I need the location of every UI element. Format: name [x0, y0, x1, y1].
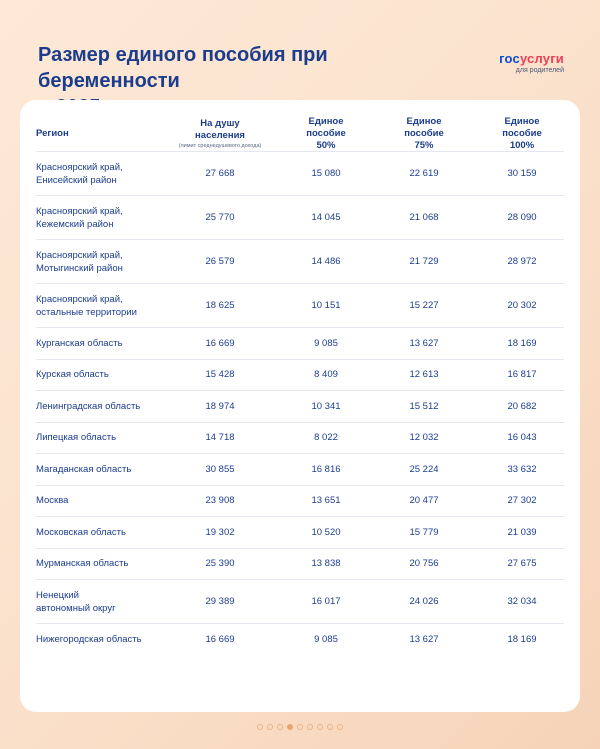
pagination-dots: [0, 724, 600, 730]
cell-per-capita: 30 855: [205, 463, 235, 475]
cell-benefit-50: 14 486: [311, 256, 341, 267]
table-card: [20, 100, 580, 712]
cell-region: [36, 284, 176, 327]
cell-benefit-100: 16 817: [507, 369, 537, 381]
cell-benefit-100: 18 169: [507, 634, 537, 646]
pagination-dot[interactable]: [317, 724, 323, 730]
header-benefit-50-line1: Единое пособие: [306, 116, 346, 139]
pagination-dot-active[interactable]: [287, 724, 293, 730]
table-row: [36, 196, 564, 240]
cell-benefit-50: 9 085: [314, 634, 338, 646]
header-region: Регион: [36, 128, 69, 139]
cell-region: [36, 549, 176, 580]
cell-region: [36, 486, 176, 517]
region-name-line1: Магаданская область: [36, 463, 132, 475]
cell-benefit-100: 16 043: [507, 432, 537, 444]
header-benefit-50-line2: 50%: [316, 140, 336, 151]
table-row: [36, 360, 564, 392]
cell-region: [36, 423, 176, 454]
table-row: [36, 624, 564, 656]
header-benefit-100-line2: 100%: [509, 140, 535, 151]
cell-benefit-100: 32 034: [507, 596, 537, 607]
table-row: [36, 486, 564, 518]
cell-benefit-50: 15 080: [311, 168, 341, 179]
pagination-dot[interactable]: [297, 724, 303, 730]
region-name-line2: остальные территории: [36, 306, 137, 318]
header-per-capita-note: (лимит среднедушевого дохода): [178, 143, 262, 149]
region-name-line1: Липецкая область: [36, 432, 117, 444]
cell-benefit-50: 8 409: [314, 369, 338, 381]
cell-region: [36, 624, 176, 656]
region-name-line1: Нижегородская область: [36, 634, 142, 646]
logo-wordmark: [499, 52, 564, 66]
table-row: [36, 517, 564, 549]
cell-benefit-50: 8 022: [314, 432, 338, 444]
pagination-dot[interactable]: [267, 724, 273, 730]
cell-benefit-50: 13 651: [311, 495, 341, 507]
cell-region: [36, 360, 176, 391]
header-benefit-75-line1: Единое пособие: [404, 116, 444, 139]
title-line-1: Размер единого пособия при беременности: [38, 44, 328, 92]
cell-benefit-100: 28 090: [507, 212, 537, 223]
logo-part-gos: гос: [499, 51, 520, 66]
header-benefit-75: [386, 116, 462, 152]
cell-benefit-75: 15 512: [409, 400, 439, 412]
cell-per-capita: 18 625: [205, 300, 235, 311]
table-row: [36, 328, 564, 360]
cell-benefit-75: 15 779: [409, 526, 439, 538]
table-row: [36, 423, 564, 455]
cell-benefit-50: 13 838: [311, 558, 341, 570]
cell-region: [36, 454, 176, 485]
region-name-line2: Мотыгинский район: [36, 262, 123, 274]
cell-benefit-100: 18 169: [507, 337, 537, 349]
cell-region: [36, 391, 176, 422]
region-name-line1: Москва: [36, 495, 69, 507]
cell-benefit-100: 20 302: [507, 300, 537, 311]
cell-benefit-100: 21 039: [507, 526, 537, 538]
header-per-capita: [176, 116, 264, 152]
pagination-dot[interactable]: [277, 724, 283, 730]
pagination-dot[interactable]: [257, 724, 263, 730]
cell-region: [36, 517, 176, 548]
cell-per-capita: 27 668: [205, 168, 235, 179]
cell-per-capita: 23 908: [205, 495, 235, 507]
cell-benefit-75: 20 477: [409, 495, 439, 507]
region-name-line1: Красноярский край,: [36, 161, 123, 173]
cell-benefit-50: 16 017: [311, 596, 341, 607]
cell-benefit-75: 13 627: [409, 634, 439, 646]
region-name-line1: Красноярский край,: [36, 249, 123, 261]
cell-benefit-100: 30 159: [507, 168, 537, 179]
cell-per-capita: 15 428: [205, 369, 235, 381]
cell-per-capita: 25 390: [205, 558, 235, 570]
cell-benefit-75: 13 627: [409, 337, 439, 349]
cell-benefit-50: 14 045: [311, 212, 341, 223]
region-name-line1: Мурманская область: [36, 558, 129, 570]
region-name-line1: Курганская область: [36, 337, 123, 349]
cell-per-capita: 18 974: [205, 400, 235, 412]
cell-region: [36, 580, 176, 623]
cell-benefit-75: 24 026: [409, 596, 439, 607]
header-benefit-50: [288, 116, 364, 152]
region-name-line1: Курская область: [36, 369, 109, 381]
region-name-line1: Московская область: [36, 526, 126, 538]
cell-per-capita: 25 770: [205, 212, 235, 223]
cell-benefit-75: 22 619: [409, 168, 439, 179]
cell-benefit-100: 33 632: [507, 463, 537, 475]
cell-benefit-75: 15 227: [409, 300, 439, 311]
table-row: [36, 391, 564, 423]
header-benefit-75-line2: 75%: [414, 140, 434, 151]
cell-benefit-50: 9 085: [314, 337, 338, 349]
table-row: [36, 152, 564, 196]
cell-benefit-100: 28 972: [507, 256, 537, 267]
cell-per-capita: 29 389: [205, 596, 235, 607]
cell-benefit-100: 27 675: [507, 558, 537, 570]
table-header: [36, 116, 564, 152]
header-benefit-100: [484, 116, 560, 152]
cell-benefit-75: 21 729: [409, 256, 439, 267]
cell-region: [36, 196, 176, 239]
cell-per-capita: 26 579: [205, 256, 235, 267]
region-name-line2: Енисейский район: [36, 174, 117, 186]
cell-region: [36, 240, 176, 283]
cell-per-capita: 14 718: [205, 432, 235, 444]
cell-per-capita: 19 302: [205, 526, 235, 538]
cell-region: [36, 328, 176, 359]
table-row: [36, 240, 564, 284]
cell-benefit-50: 10 151: [311, 300, 341, 311]
table-row: [36, 284, 564, 328]
header-benefit-100-line1: Единое пособие: [502, 116, 542, 139]
cell-benefit-50: 10 520: [311, 526, 341, 538]
cell-benefit-75: 12 032: [409, 432, 439, 444]
logo-subtitle: для родителей: [515, 67, 564, 74]
pagination-dot[interactable]: [337, 724, 343, 730]
cell-per-capita: 16 669: [205, 337, 235, 349]
cell-benefit-75: 12 613: [409, 369, 439, 381]
pagination-dot[interactable]: [307, 724, 313, 730]
table-row: [36, 454, 564, 486]
region-name-line2: автономный округ: [36, 602, 116, 614]
cell-per-capita: 16 669: [205, 634, 235, 646]
cell-benefit-50: 16 816: [311, 463, 341, 475]
region-name-line2: Кежемский район: [36, 218, 114, 230]
table-row: [36, 580, 564, 624]
region-name-line1: Ленинградская область: [36, 400, 141, 412]
pagination-dot[interactable]: [327, 724, 333, 730]
cell-region: [36, 152, 176, 195]
cell-benefit-75: 20 756: [409, 558, 439, 570]
cell-benefit-75: 21 068: [409, 212, 439, 223]
logo-part-uslugi: услуги: [519, 51, 564, 66]
cell-benefit-75: 25 224: [409, 463, 439, 475]
gosuslugi-logo: [499, 52, 564, 76]
region-name-line1: Красноярский край,: [36, 205, 123, 217]
table-row: [36, 549, 564, 581]
region-name-line1: Ненецкий: [36, 589, 79, 601]
header-per-capita-label: На душу населения: [195, 118, 245, 141]
cell-benefit-100: 27 302: [507, 495, 537, 507]
cell-benefit-100: 20 682: [507, 400, 537, 412]
region-name-line1: Красноярский край,: [36, 293, 123, 305]
cell-benefit-50: 10 341: [311, 400, 341, 412]
